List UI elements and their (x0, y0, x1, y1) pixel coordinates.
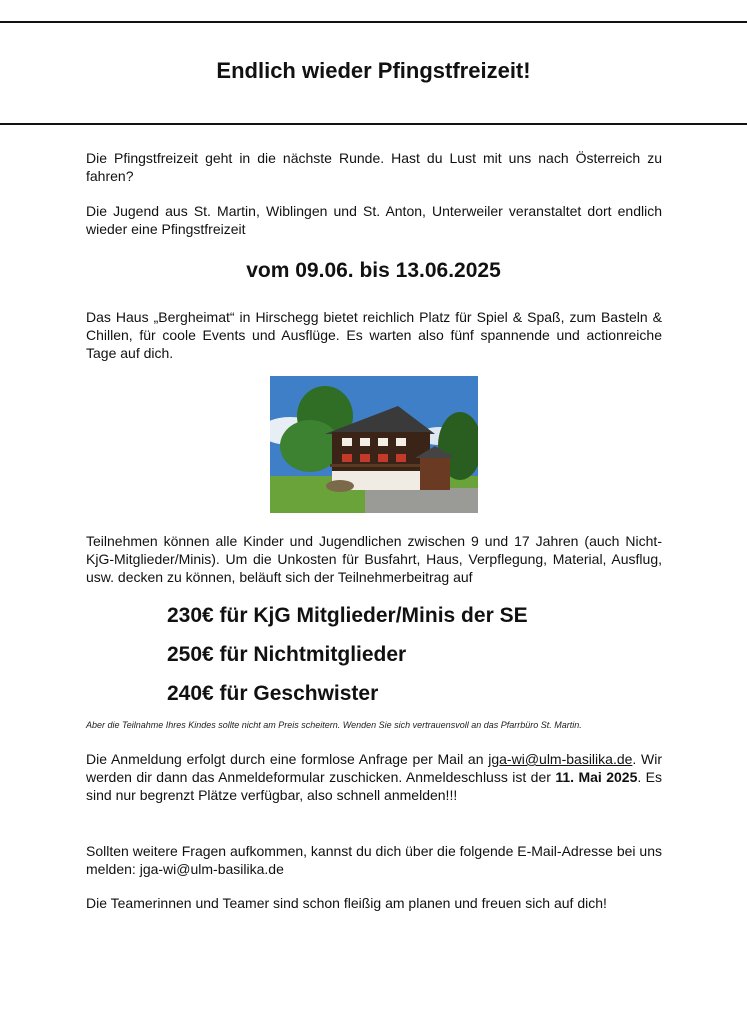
registration-text-middle: . Wir werden dir dann das Anmeldeformular zuschicken. Anmeldeschluss ist der (86, 751, 663, 785)
questions-text (86, 842, 662, 878)
intro-paragraph-1 (86, 149, 662, 185)
price-non-members: 250€ für Nichtmitglieder (167, 643, 407, 666)
financial-help-note: Aber die Teilnahme Ihres Kindes sollte nicht am Preis scheitern. Wenden Sie sich vertrauensvoll an das Pfarrbüro St. Martin. (86, 720, 582, 730)
registration-deadline: 11. Mai 2025 (555, 769, 638, 785)
registration-text-before: Die Anmeldung erfolgt durch eine formlose Anfrage per Mail an (86, 751, 484, 767)
questions-paragraph (86, 842, 662, 878)
registration-text (86, 750, 662, 804)
closing-paragraph (86, 894, 662, 912)
header-bottom-rule (0, 123, 747, 125)
header-top-rule (0, 21, 747, 23)
event-dates: vom 09.06. bis 13.06.2025 (246, 259, 501, 282)
registration-email-link[interactable]: jga-wi@ulm-basilika.de (488, 751, 633, 767)
house-text: Das Haus „Bergheimat“ in Hirschegg bietet reichlich Platz für Spiel & Spaß, zum Basteln & Chillen, für coole Events und Ausflüge. Es warten also fünf spannende und actionreiche Tage auf dich. (86, 309, 662, 361)
intro-text-1: Die Pfingstfreizeit geht in die nächste Runde. Hast du Lust mit uns nach Österreich zu fahren? (86, 150, 662, 184)
participants-text: Teilnehmen können alle Kinder und Jugendlichen zwischen 9 und 17 Jahren (auch Nicht-KjG-Mitglieder/Minis). Um die Unkosten für Busfahrt, Haus, Verpflegung, Material, Ausflug, usw. decken zu können, beläuft sich der Teilnehmerbeitrag auf (86, 533, 662, 585)
house-paragraph (86, 308, 662, 362)
registration-text-after: . Es sind nur begrenzt Plätze verfügbar, also schnell anmelden!!! (86, 769, 663, 803)
closing-text: Die Teamerinnen und Teamer sind schon fleißig am planen und freuen sich auf dich! (86, 895, 607, 911)
questions-email: jga-wi@ulm-basilika.de (139, 861, 284, 877)
registration-paragraph (86, 750, 662, 804)
house-photo (270, 376, 478, 513)
intro-paragraph-2 (86, 202, 662, 238)
intro-text-2: Die Jugend aus St. Martin, Wiblingen und St. Anton, Unterweiler veranstaltet dort endlich wieder eine Pfingstfreizeit (86, 203, 662, 237)
page-title: Endlich wieder Pfingstfreizeit! (216, 58, 531, 83)
price-siblings: 240€ für Geschwister (167, 682, 379, 705)
participants-paragraph (86, 532, 662, 586)
questions-text-body: Sollten weitere Fragen aufkommen, kannst du dich über die folgende E-Mail-Adresse bei uns melden: (86, 843, 662, 877)
house-photo-illustration (270, 376, 478, 513)
price-members: 230€ für KjG Mitglieder/Minis der SE (167, 604, 528, 627)
